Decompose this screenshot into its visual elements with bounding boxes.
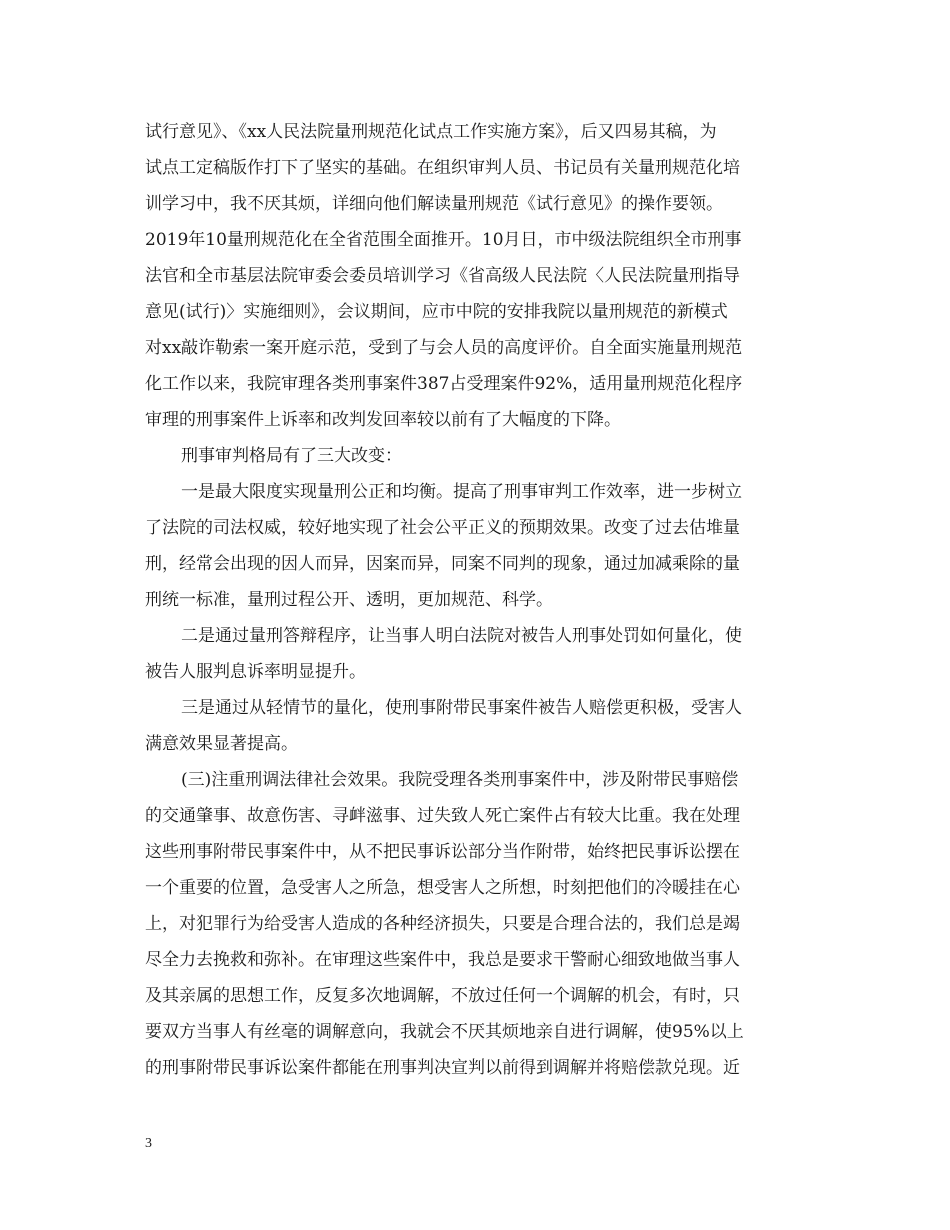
text-line: 满意效果显著提高。 [145, 734, 298, 754]
text-line: (三)注重刑调法律社会效果。我院受理各类刑事案件中，涉及附带民事赔偿 [181, 770, 739, 790]
text-line: 的交通肇事、故意伤害、寻衅滋事、过失致人死亡案件占有较大比重。我在处理 [145, 806, 740, 826]
text-line: 一是最大限度实现量刑公正和均衡。提高了刑事审判工作效率，进一步树立 [181, 482, 742, 502]
text-line: 上，对犯罪行为给受害人造成的各种经济损失，只要是合理合法的，我们总是竭 [145, 914, 740, 934]
text-line: 二是通过量刑答辩程序，让当事人明白法院对被告人刑事处罚如何量化，使 [181, 626, 742, 646]
page-number: 3 [145, 1136, 152, 1151]
text-line: 尽全力去挽救和弥补。在审理这些案件中，我总是要求干警耐心细致地做当事人 [145, 950, 740, 970]
text-line: 意见(试行)〉实施细则》，会议期间，应市中院的安排我院以量刑规范的新模式 [145, 302, 728, 322]
text-line: 化工作以来，我院审理各类刑事案件387占受理案件92%，适用量刑规范化程序 [145, 374, 743, 394]
text-line: 刑统一标准，量刑过程公开、透明，更加规范、科学。 [145, 590, 553, 610]
text-line: 三是通过从轻情节的量化，使刑事附带民事案件被告人赔偿更积极，受害人 [181, 698, 742, 718]
text-line: 试行意见》、《xx人民法院量刑规范化试点工作实施方案》，后又四易其稿，为 [145, 122, 717, 142]
text-line: 要双方当事人有丝毫的调解意向，我就会不厌其烦地亲自进行调解，使95%以上 [145, 1022, 744, 1042]
text-line: 被告人服判息诉率明显提升。 [145, 662, 366, 682]
text-line: 这些刑事附带民事案件中，从不把民事诉讼部分当作附带，始终把民事诉讼摆在 [145, 842, 740, 862]
text-line: 试点工定稿版作打下了坚实的基础。在组织审判人员、书记员有关量刑规范化培 [145, 158, 740, 178]
text-line: 2019年10量刑规范化在全省范围全面推开。10月日，市中级法院组织全市刑事 [145, 230, 742, 250]
text-line: 刑，经常会出现的因人而异，因案而异，同案不同判的现象，通过加减乘除的量 [145, 554, 740, 574]
text-line: 的刑事附带民事诉讼案件都能在刑事判决宣判以前得到调解并将赔偿款兑现。近 [145, 1058, 740, 1078]
text-line: 法官和全市基层法院审委会委员培训学习《省高级人民法院〈人民法院量刑指导 [145, 266, 740, 286]
text-line: 了法院的司法权威，较好地实现了社会公平正义的预期效果。改变了过去估堆量 [145, 518, 740, 538]
text-line: 一个重要的位置，急受害人之所急，想受害人之所想，时刻把他们的冷暖挂在心 [145, 878, 740, 898]
text-line: 训学习中，我不厌其烦，详细向他们解读量刑规范《试行意见》的操作要领。 [145, 194, 723, 214]
text-line: 对xx敲诈勒索一案开庭示范，受到了与会人员的高度评价。自全面实施量刑规范 [145, 338, 743, 358]
text-line: 审理的刑事案件上诉率和改判发回率较以前有了大幅度的下降。 [145, 410, 621, 430]
text-line: 刑事审判格局有了三大改变： [181, 446, 402, 466]
text-line: 及其亲属的思想工作，反复多次地调解，不放过任何一个调解的机会，有时，只 [145, 986, 740, 1006]
document-body [145, 114, 805, 1086]
